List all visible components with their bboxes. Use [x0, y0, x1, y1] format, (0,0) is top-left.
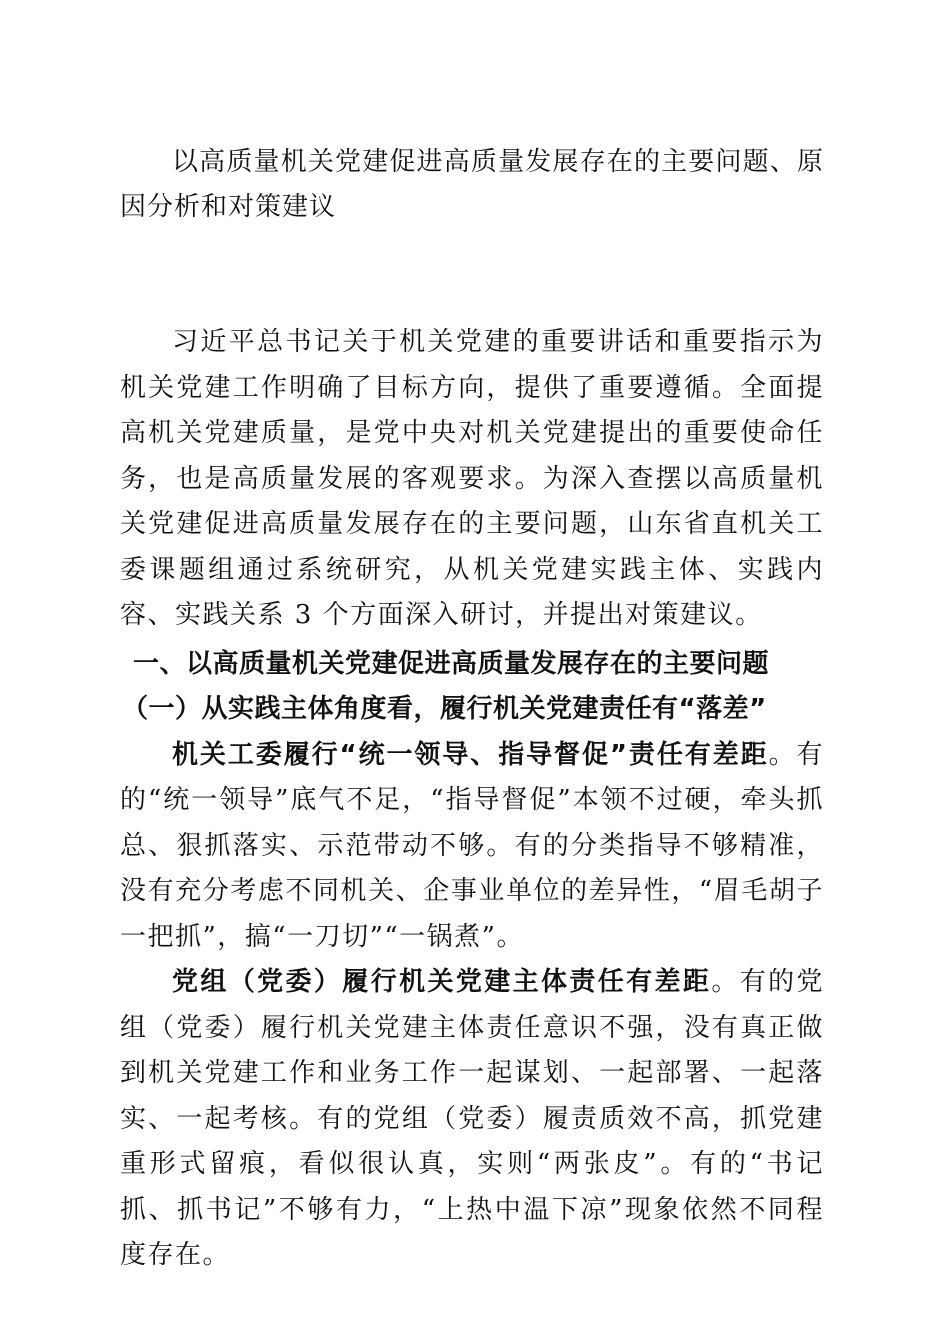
subsection-heading-1: （一）从实践主体角度看，履行机关党建责任有“落差”: [122, 694, 767, 724]
document-title: 以高质量机关党建促进高质量发展存在的主要问题、原因分析和对策建议: [120, 147, 824, 222]
intro-paragraph: 习近平总书记关于机关党建的重要讲话和重要指示为机关党建工作明确了目标方向，提供了重要遵循。全面提高机关党建质量，是党中央对机关党建提出的重要使命任务，也是高质量发展的客观要求。为深入查摆以高质量机关党建促进高质量发展存在的主要问题，山东省直机关工委课题组通过系统研究，从机关党建实践主体、实践内容、实践关系 3 个方面深入研讨，并提出对策建议。: [120, 327, 824, 630]
document-page: [120, 140, 824, 1279]
paragraph-2-lead: 党组（党委）履行机关党建主体责任有差距: [172, 967, 712, 997]
paragraph-2-body: 。有的党组（党委）履行机关党建主体责任意识不强，没有真正做到机关党建工作和业务工作一起谋划、一起部署、一起落实、一起考核。有的党组（党委）履责质效不高，抓党建重形式留痕，看似很认真，实则“两张皮”。有的“书记抓、抓书记”不够有力，“上热中温下凉”现象依然不同程度存在。: [120, 967, 824, 1270]
title-gap: [120, 230, 824, 320]
paragraph-2: [120, 960, 824, 1279]
paragraph-1: [120, 733, 824, 961]
paragraph-1-body: 。有的“统一领导”底气不足，“指导督促”本领不过硬，牵头抓总、狠抓落实、示范带动不够。有的分类指导不够精准，没有充分考虑不同机关、企事业单位的差异性，“眉毛胡子一把抓”，搞“一刀切”“一锅煮”。: [120, 739, 824, 952]
section-heading-1: 一、以高质量机关党建促进高质量发展存在的主要问题: [133, 648, 770, 679]
paragraph-1-lead: 机关工委履行“统一领导、指导督促”责任有差距: [172, 739, 769, 770]
